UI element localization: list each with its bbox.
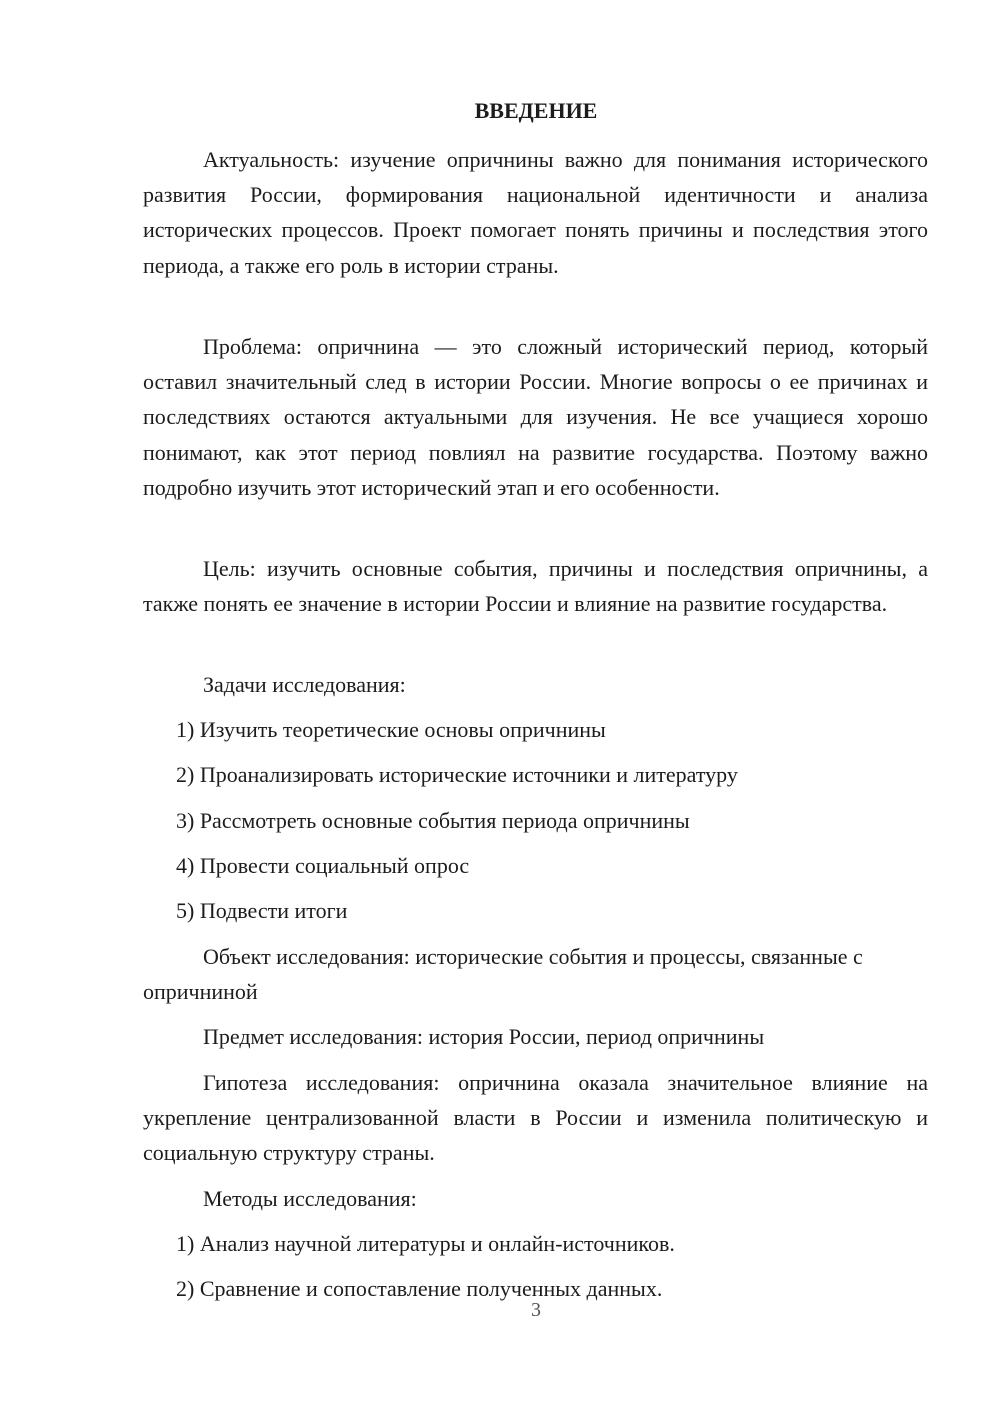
task-item: 3) Рассмотреть основные события периода опричнины: [176, 808, 690, 833]
task-item: 4) Провести социальный опрос: [176, 853, 470, 878]
subject-paragraph: Предмет исследования: история России, период опричнины: [203, 1024, 765, 1049]
task-item: 1) Изучить теоретические основы опричнины: [176, 717, 606, 742]
task-item: 2) Проанализировать исторические источники и литературу: [176, 762, 738, 787]
problem-paragraph: Проблема: опричнина — это сложный исторический период, который оставил значительный след в истории России. Многие вопросы о ее причинах и последствиях остаются актуальными для изучения. Не все учащиеся хорошо понимают, как этот период повлиял на развитие государства. Поэтому важно подробно изучить этот исторический этап и его особенности.: [143, 334, 928, 500]
tasks-heading: Задачи исследования:: [203, 672, 406, 697]
object-paragraph: Объект исследования: исторические события и процессы, связанные с опричниной: [143, 944, 863, 1005]
goal-paragraph: Цель: изучить основные события, причины и последствия опричнины, а также понять ее значение в истории России и влияние на развитие государства.: [143, 556, 928, 617]
relevance-paragraph: Актуальность: изучение опричнины важно для понимания исторического развития России, формирования национальной идентичности и анализа исторических процессов. Проект помогает понять причины и последствия этого периода, а также его роль в истории страны.: [143, 147, 928, 278]
page-number: 3: [531, 1299, 541, 1321]
method-item: 1) Анализ научной литературы и онлайн-источников.: [176, 1231, 675, 1256]
method-item: 2) Сравнение и сопоставление полученных данных.: [176, 1276, 663, 1301]
hypothesis-paragraph: Гипотеза исследования: опричнина оказала значительное влияние на укрепление централизованной власти в России и изменила политическую и социальную структуру страны.: [143, 1070, 928, 1166]
methods-heading: Методы исследования:: [203, 1186, 417, 1211]
page-title: ВВЕДЕНИЕ: [474, 98, 598, 123]
task-item: 5) Подвести итоги: [176, 898, 348, 923]
